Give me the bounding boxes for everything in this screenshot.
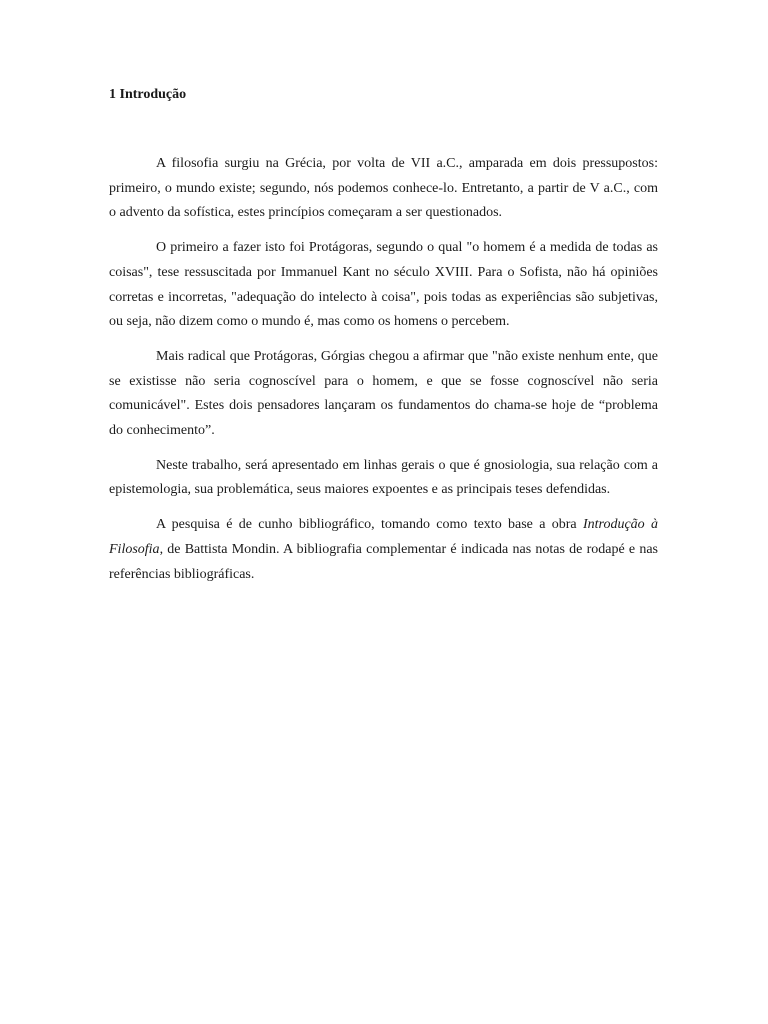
body-text: [109, 152, 658, 597]
paragraph-5: [109, 513, 658, 587]
paragraph-5-text-after: , de Battista Mondin. A bibliografia complementar é indicada nas notas de rodapé e nas referências bibliográficas.: [109, 541, 658, 582]
paragraph-5-text-before: A pesquisa é de cunho bibliográfico, tomando como texto base a obra: [156, 517, 583, 533]
paragraph-1: A filosofia surgiu na Grécia, por volta de VII a.C., amparada em dois pressupostos: primeiro, o mundo existe; segundo, nós podemos conhece-lo. Entretanto, a partir de V a.C., com o advento da sofística, estes princípios começaram a ser questionados.: [109, 156, 658, 221]
paragraph-4: Neste trabalho, será apresentado em linhas gerais o que é gnosiologia, sua relação com a epistemologia, sua problemática, seus maiores expoentes e as principais teses defendidas.: [109, 457, 658, 498]
paragraph-3: Mais radical que Protágoras, Górgias chegou a afirmar que "não existe nenhum ente, que se existisse não seria cognoscível para o homem, e que se fosse cognoscível não seria comunicável". Estes dois pensadores lançaram os fundamentos do chama-se hoje de “problema do conhecimento”.: [109, 348, 658, 439]
book-title: Introdução à Filosofia: [109, 517, 658, 557]
paragraph-2: O primeiro a fazer isto foi Protágoras, segundo o qual "o homem é a medida de todas as coisas", tese ressuscitada por Immanuel Kant no século XVIII. Para o Sofista, não há opiniões corretas e incorretas, "adequação do intelecto à coisa", pois todas as experiências são subjetivas, ou seja, não dizem como o mundo é, mas como os homens o percebem.: [109, 240, 658, 330]
section-heading: 1 Introdução: [109, 87, 187, 102]
